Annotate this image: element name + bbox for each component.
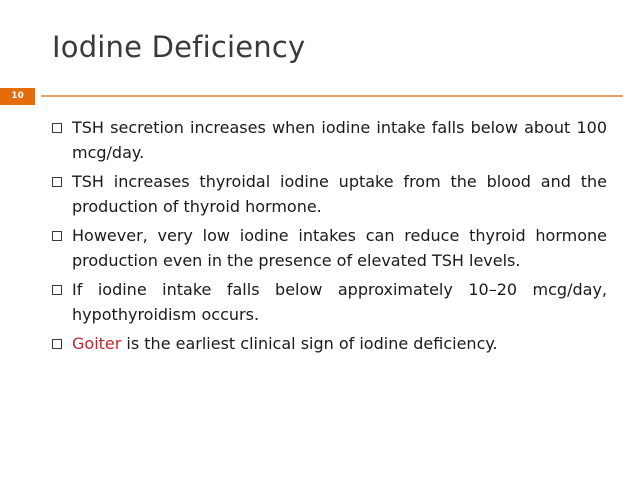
square-bullet-icon: [52, 285, 62, 295]
square-bullet-icon: [52, 339, 62, 349]
bullet-item: [52, 332, 607, 357]
square-bullet-icon: [52, 177, 62, 187]
bullet-text: TSH increases thyroidal iodine uptake from the blood and the production of thyroid hormone.: [72, 172, 607, 216]
bullet-item: [52, 224, 607, 273]
title-divider: [41, 95, 623, 97]
slide-title: Iodine Deficiency: [52, 30, 306, 64]
square-bullet-icon: [52, 123, 62, 133]
bullet-text: If iodine intake falls below approximately 10–20 mcg/day, hypothyroidism occurs.: [72, 280, 607, 324]
bullet-text: is the earliest clinical sign of iodine deficiency.: [121, 334, 498, 353]
bullet-item: [52, 170, 607, 219]
slide-number-badge: 10: [0, 88, 35, 105]
bullet-text: However, very low iodine intakes can reduce thyroid hormone production even in the presence of elevated TSH levels.: [72, 226, 607, 270]
goiter-highlight: Goiter: [72, 334, 122, 353]
square-bullet-icon: [52, 231, 62, 241]
bullet-item: [52, 278, 607, 327]
bullet-item: [52, 116, 607, 165]
bullet-text: TSH secretion increases when iodine intake falls below about 100 mcg/day.: [72, 118, 607, 162]
bullet-list: [52, 116, 607, 362]
